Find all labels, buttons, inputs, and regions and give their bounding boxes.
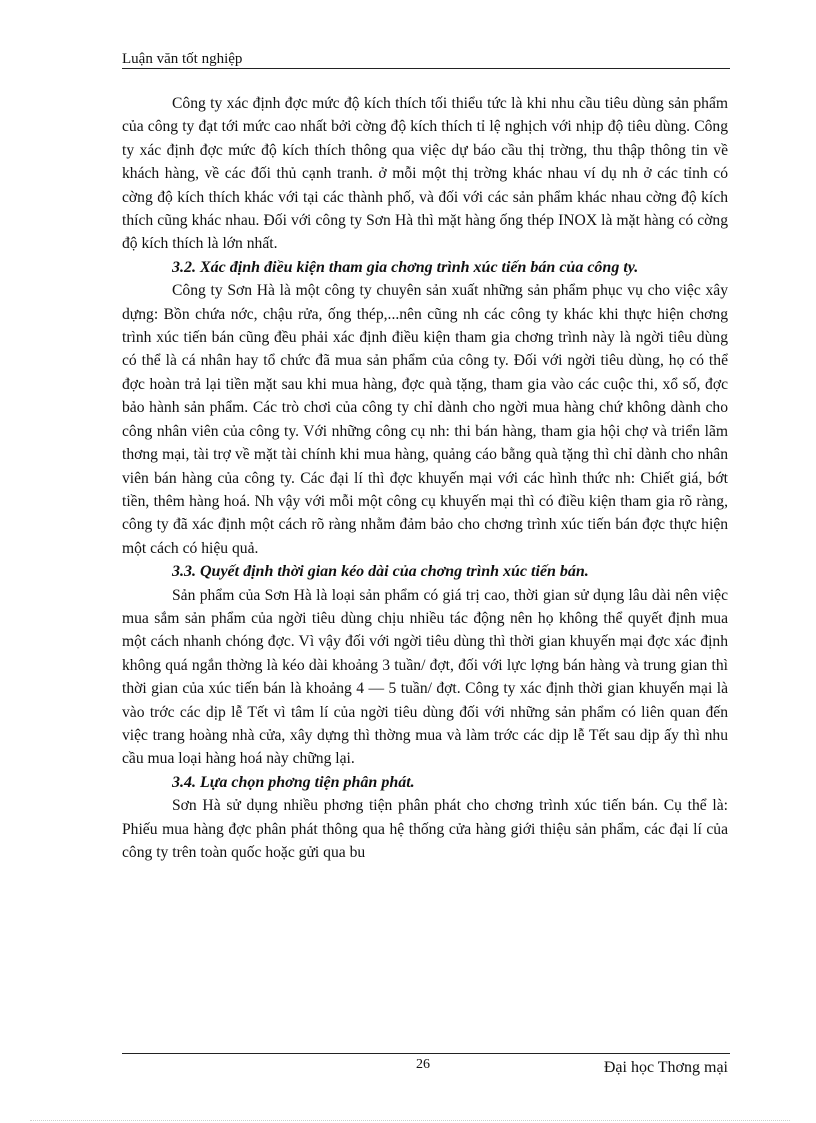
header-title: Luận văn tốt nghiệp bbox=[122, 51, 243, 67]
section-heading-3-2: 3.2. Xác định điều kiện tham gia chơng trình xúc tiến bán của công ty. bbox=[172, 258, 639, 276]
paragraph-distribution-means: Sơn Hà sử dụng nhiều phơng tiện phân phát cho chơng trình xúc tiến bán. Cụ thể là: Phiếu mua hàng đợc phân phát thông qua hệ thống cửa hàng giới thiệu sản phẩm, các đại lí của công ty trên toàn quốc hoặc gửi qua bu bbox=[122, 797, 728, 861]
footer-university: Đại học Thơng mại bbox=[603, 1059, 728, 1076]
page-edge-divider bbox=[30, 1120, 790, 1121]
section-heading-3-3: 3.3. Quyết định thời gian kéo dài của chơng trình xúc tiến bán. bbox=[172, 563, 589, 581]
document-body bbox=[122, 92, 728, 864]
paragraph-participation-conditions: Công ty Sơn Hà là một công ty chuyên sản xuất những sản phẩm phục vụ cho việc xây dựng: Bồn chứa nớc, chậu rửa, ống thép,...nên cũng nh các công ty khác khi thực hiện chơng trình xúc tiến bán cũng đều phải xác định điều kiện tham gia chơng trình này là ngời tiêu dùng có thể là cá nhân hay tổ chức đã mua sản phẩm của công ty. Đối với ngời tiêu dùng, họ có thể đợc hoàn trả lại tiền mặt sau khi mua hàng, đợc quà tặng, tham gia vào các cuộc thi, xổ số, đợc bảo hành sản phẩm. Các trò chơi của công ty chỉ dành cho ngời mua hàng chứ không dành cho công nhân viên của công ty. Với những công cụ nh: thi bán hàng, tham gia hội chợ và triển lãm thơng mại, tài trợ về mặt tài chính khi mua hàng, quảng cáo bằng quà tặng thì chỉ dành cho nhân viên bán hàng của công ty. Các đại lí thì đợc khuyến mại với các hình thức nh: Chiết giá, bớt tiền, thêm hàng hoá. Nh vậy với mỗi một công cụ khuyến mại thì có điều kiện tham gia rõ ràng, công ty đã xác định một cách rõ ràng nhằm đảm bảo cho chơng trình xúc tiến bán đợc thực hiện một cách có hiệu quả. bbox=[122, 282, 728, 557]
page-header bbox=[122, 50, 730, 69]
paragraph-minimum-stimulus: Công ty xác định đợc mức độ kích thích tối thiểu tức là khi nhu cầu tiêu dùng sản phẩm của công ty đạt tới mức cao nhất bởi cờng độ kích thích tỉ lệ nghịch với nhịp độ tiêu dùng. Công ty xác định đợc mức độ kích thích thông qua việc dự báo cầu thị trờng, thu thập thông tin về khách hàng, về các đối thủ cạnh tranh. ở mỗi một thị trờng khác nhau ví dụ nh ở các tỉnh có cờng độ kích thích khác với tại các thành phố, và đối với các sản phẩm khác nhau cờng độ kích thích cũng khác nhau. Đối với công ty Sơn Hà thì mặt hàng ống thép INOX là mặt hàng có cờng độ kích thích là lớn nhất. bbox=[122, 95, 728, 253]
footer-divider bbox=[122, 1053, 730, 1054]
page-number: 26 bbox=[416, 1057, 430, 1072]
paragraph-promotion-duration: Sản phẩm của Sơn Hà là loại sản phẩm có giá trị cao, thời gian sử dụng lâu dài nên việc mua sắm sản phẩm của ngời tiêu dùng chịu nhiều tác động nên họ không thể quyết định mua một cách nhanh chóng đợc. Vì vậy đối với ngời tiêu dùng thì thời gian khuyến mại đợc xác định không quá ngắn thờng là kéo dài khoảng 3 tuần/ đợt, đối với lực lợng bán hàng và trung gian thì thời gian của xúc tiến bán là khoảng 4 — 5 tuần/ đợt. Công ty xác định thời gian khuyến mại là vào trớc các dịp lễ Tết vì tâm lí của ngời tiêu dùng đối với những sản phẩm có liên quan đến việc trang hoàng nhà cửa, xây dựng thì thờng mua và làm trớc các dịp lễ Tết sau dịp ấy thì nhu cầu mua loại hàng hoá này chững lại. bbox=[122, 586, 728, 768]
section-heading-3-4: 3.4. Lựa chọn phơng tiện phân phát. bbox=[172, 773, 415, 791]
